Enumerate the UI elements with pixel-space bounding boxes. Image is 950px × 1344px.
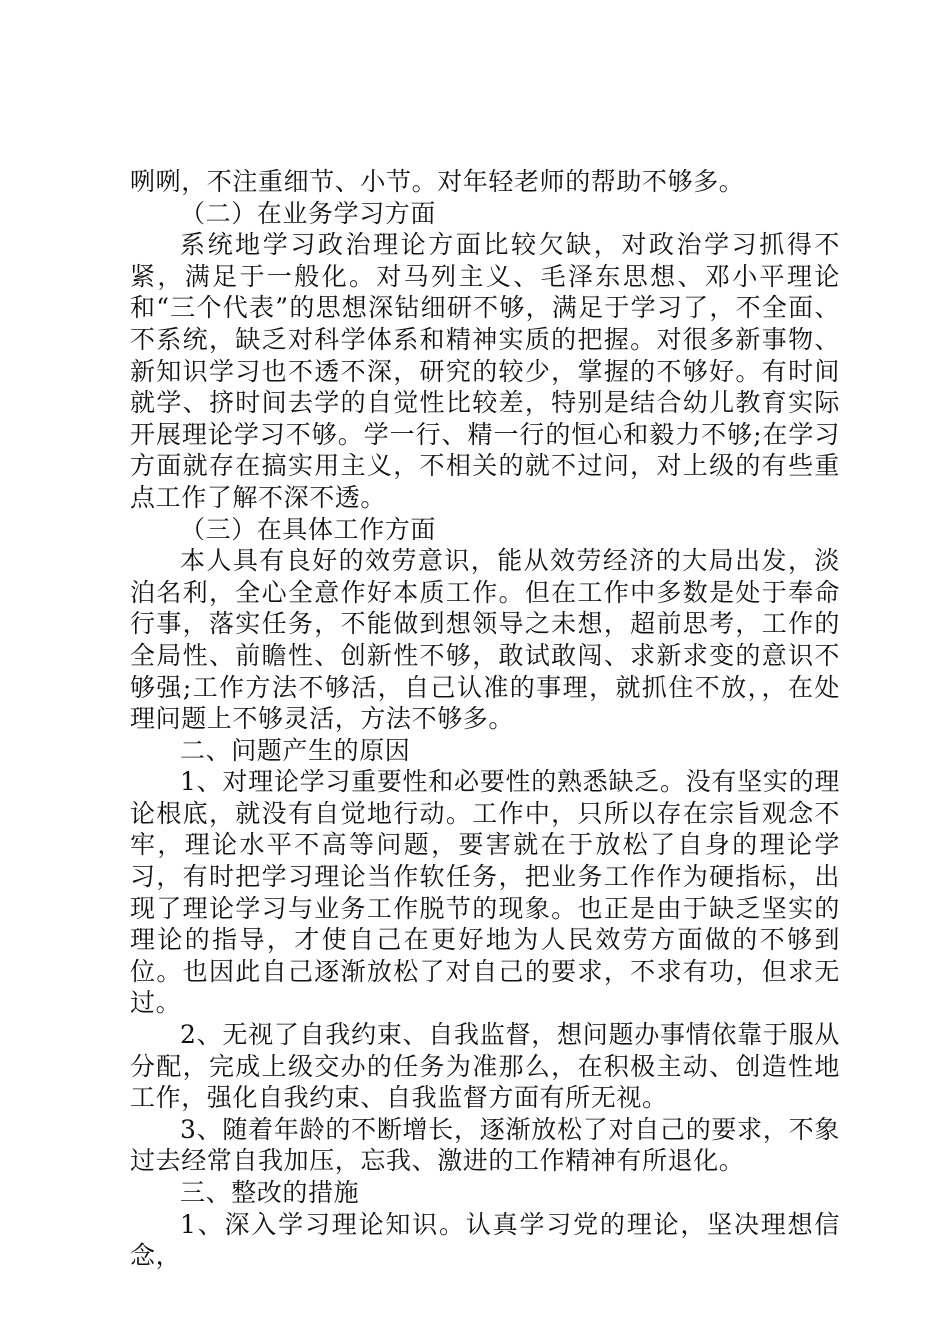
section-heading-business-study: （二）在业务学习方面 <box>180 198 437 228</box>
paragraph-measure-1: 1、深入学习理论知识。认真学习党的理论，坚决理想信念， <box>130 1209 840 1271</box>
paragraph-business-study: 系统地学习政治理论方面比较欠缺，对政治学习抓得不紧，满足于一般化。对马列主义、毛泽东思想、邓小平理论和“三个代表”的思想深钻细研不够，满足于学习了，不全面、不系统，缺乏对科学体系和精神实质的把握。对很多新事物、新知识学习也不透不深，研究的较少，掌握的不够好。有时间就学、挤时间去学的自觉性比较差，特别是结合幼儿教育实际开展理论学习不够。学一行、精一行的恒心和毅力不够;在学习方面就存在搞实用主义，不相关的就不过问，对上级的有些重点工作了解不深不透。 <box>130 230 840 512</box>
paragraph-continuation: 咧咧，不注重细节、小节。对年轻老师的帮助不够多。 <box>130 167 745 196</box>
document-body <box>130 166 840 1272</box>
section-heading-specific-work: （三）在具体工作方面 <box>180 514 437 544</box>
paragraph-specific-work: 本人具有良好的效劳意识，能从效劳经济的大局出发，淡泊名利，全心全意作好本质工作。但在工作中多数是处于奉命行事，落实任务，不能做到想领导之未想，超前思考，工作的全局性、前瞻性、创新性不够，敢试敢闯、求新求变的意识不够强;工作方法不够活，自己认准的事理，就抓住不放，，在处理问题上不够灵活，方法不够多。 <box>130 546 840 734</box>
paragraph-cause-1: 1、对理论学习重要性和必要性的熟悉缺乏。没有坚实的理论根底，就没有自觉地行动。工作中，只所以存在宗旨观念不牢，理论水平不高等问题，要害就在于放松了自身的理论学习，有时把学习理论当作软任务，把业务工作作为硬指标，出现了理论学习与业务工作脱节的现象。也正是由于缺乏坚实的理论的指导，才使自己在更好地为人民效劳方面做的不够到位。也因此自己逐渐放松了对自己的要求，不求有功，但求无过。 <box>130 767 840 1018</box>
paragraph-cause-2: 2、无视了自我约束、自我监督，想问题办事情依靠于服从分配，完成上级交办的任务为准那么，在积极主动、创造性地工作，强化自我约束、自我监督方面有所无视。 <box>130 1020 840 1113</box>
section-heading-causes: 二、问题产生的原因 <box>180 735 411 765</box>
section-heading-measures: 三、整改的措施 <box>180 1178 360 1207</box>
paragraph-cause-3: 3、随着年龄的不断增长，逐渐放松了对自己的要求，不象过去经常自我加压，忘我、激进的工作精神有所退化。 <box>130 1114 840 1176</box>
